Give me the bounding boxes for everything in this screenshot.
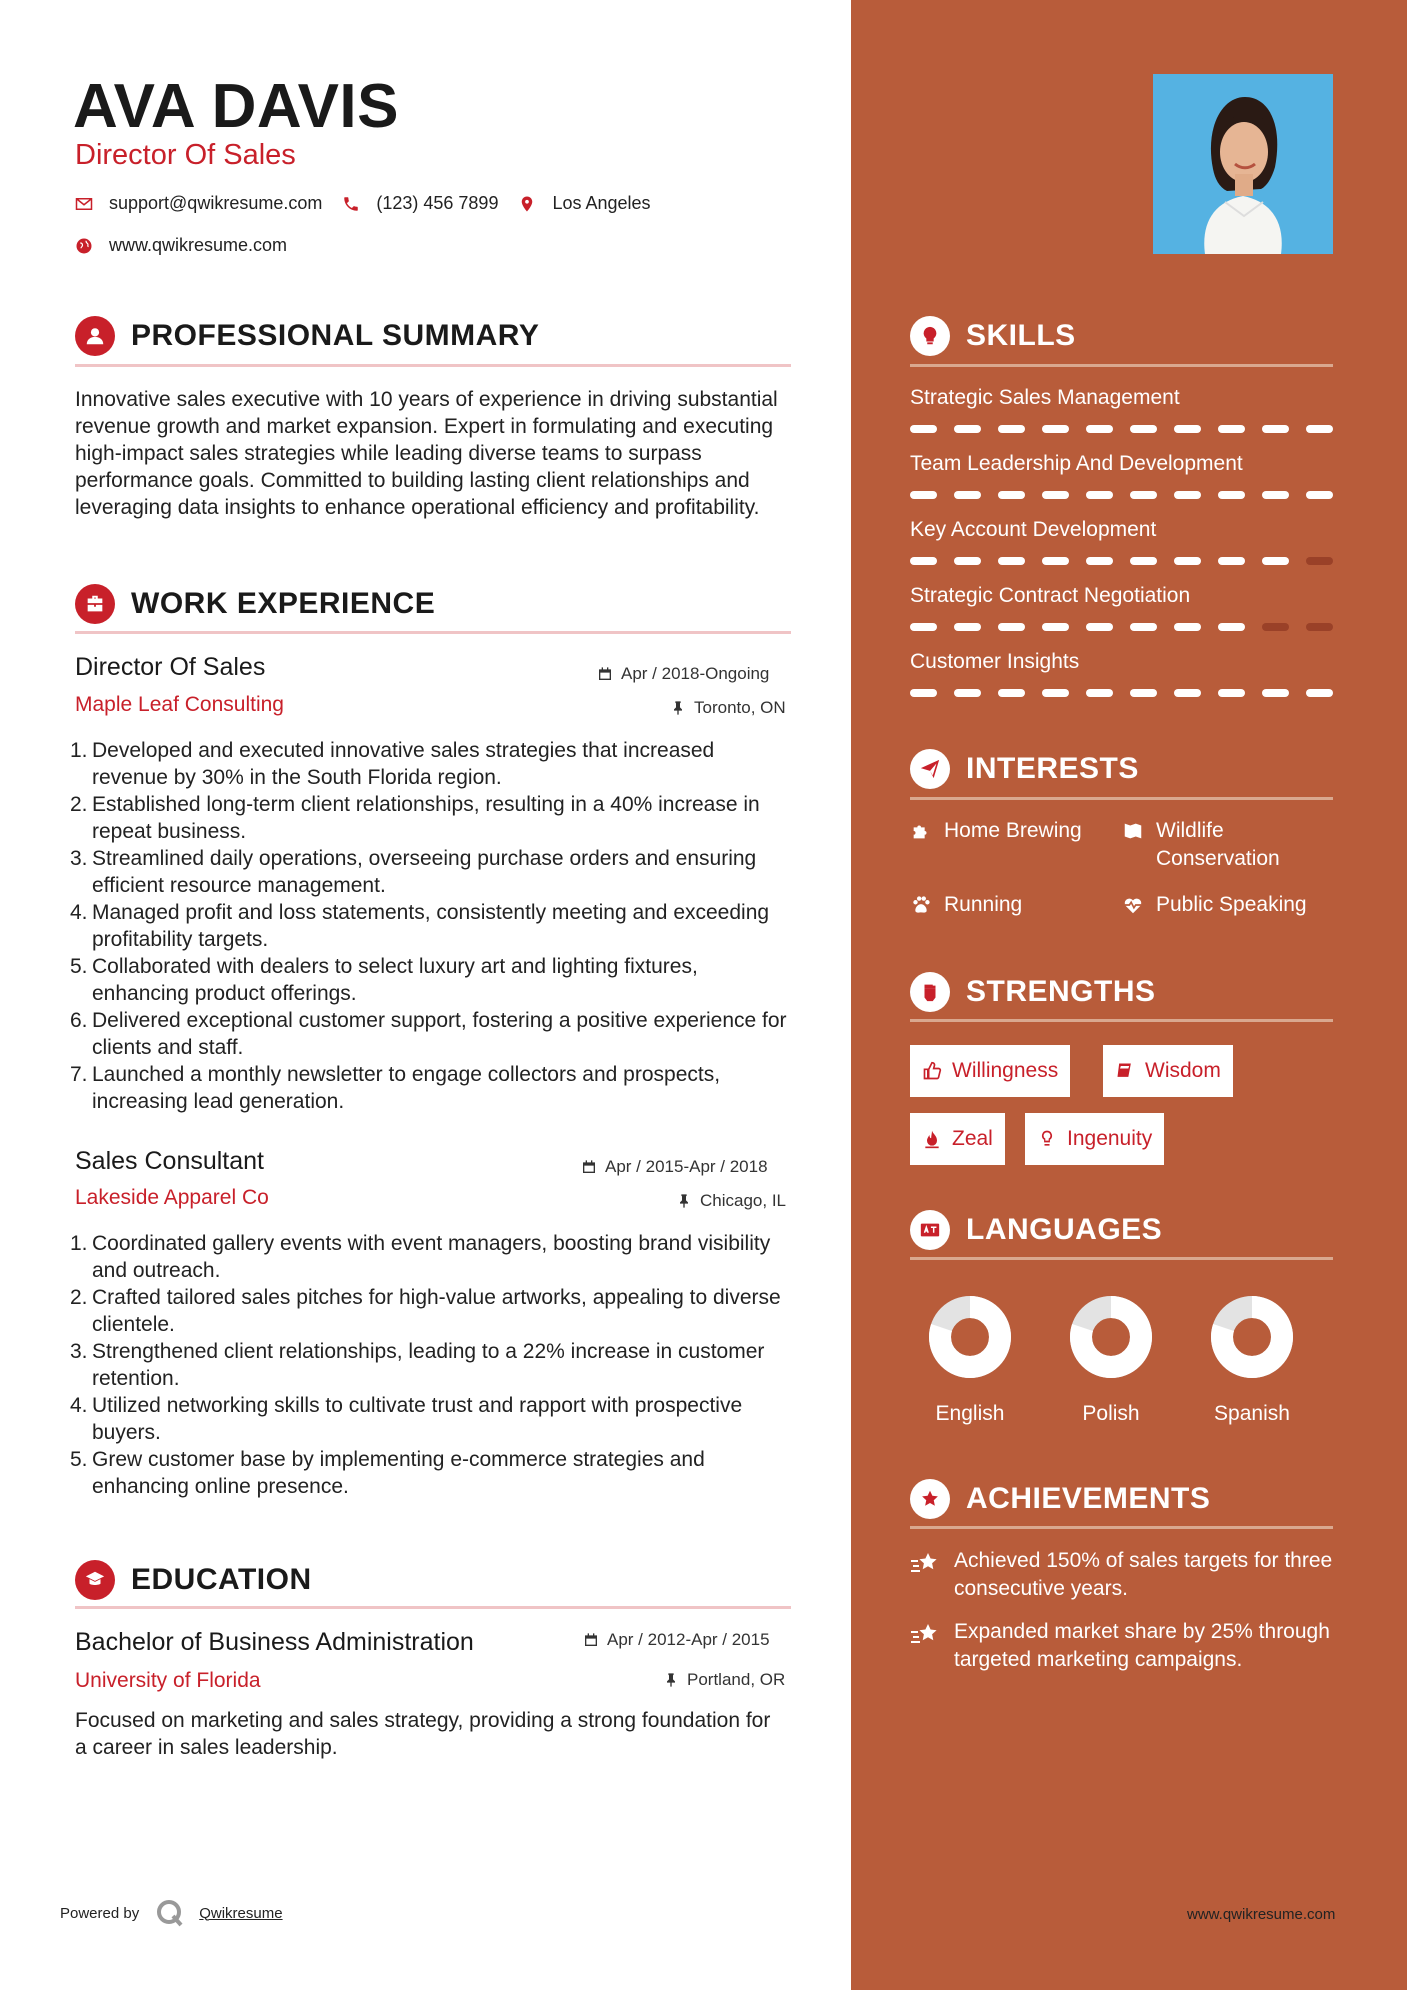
skill-dot — [1218, 623, 1245, 631]
language-donut — [1068, 1294, 1154, 1380]
skill-dot — [910, 425, 937, 433]
interest-item: Wildlife Conservation — [1122, 817, 1332, 873]
paw-icon — [910, 894, 932, 916]
language-name: Spanish — [1214, 1402, 1290, 1425]
list-item: 2. Crafted tailored sales pitches for high-value artworks, appealing to diverse clientele. — [70, 1286, 781, 1336]
skill-dot — [954, 623, 981, 631]
achievement-item: Achieved 150% of sales targets for three consecutive years. — [910, 1547, 1340, 1603]
language-donut — [927, 1294, 1013, 1380]
skill-dot — [910, 623, 937, 631]
footer-url[interactable]: www.qwikresume.com — [1187, 1906, 1336, 1923]
skill-dot — [998, 425, 1025, 433]
skill-dot — [1262, 557, 1289, 565]
skill-dot — [1130, 425, 1157, 433]
list-item: 4. Utilized networking skills to cultivate trust and rapport with prospective buyers. — [70, 1394, 743, 1444]
skill-dot — [1306, 623, 1333, 631]
education-text: Focused on marketing and sales strategy, providing a strong foundation for a career in sales leadership. — [75, 1709, 771, 1759]
contact-website[interactable]: www.qwikresume.com — [75, 235, 287, 256]
skill-dot — [998, 557, 1025, 565]
calendar-icon — [583, 1632, 599, 1648]
achievements-rule — [910, 1526, 1333, 1529]
interest-item: Running — [910, 891, 1022, 919]
skill-dot — [1042, 557, 1069, 565]
list-item: 4. Managed profit and loss statements, consistently meeting and exceeding profitability targets. — [70, 901, 770, 951]
calendar-icon — [597, 666, 613, 682]
powered-by: Powered by Qwikresume — [60, 1898, 283, 1928]
qwikresume-link[interactable]: Qwikresume — [199, 1904, 283, 1922]
pushpin-icon — [670, 700, 686, 716]
skill-dot — [1262, 491, 1289, 499]
job-bullets — [70, 737, 795, 1115]
calendar-icon — [581, 1159, 597, 1175]
star-medal-icon — [919, 1488, 941, 1510]
pushpin-icon — [663, 1672, 679, 1688]
interests-rule — [910, 797, 1333, 800]
job-dates: Apr / 2015-Apr / 2018 — [581, 1157, 1347, 1177]
school-name: University of Florida — [75, 1669, 261, 1692]
skill-dot — [1174, 491, 1201, 499]
strengths-heading: STRENGTHS — [910, 972, 1333, 1012]
skill-dot — [1086, 557, 1113, 565]
strength-chip: Willingness — [910, 1045, 1070, 1097]
experience-heading: WORK EXPERIENCE — [75, 584, 791, 624]
qwikresume-logo-icon — [155, 1898, 185, 1928]
shooting-star-icon — [910, 1551, 940, 1577]
contact-email[interactable]: support@qwikresume.com — [75, 193, 322, 214]
paper-plane-icon — [919, 758, 941, 780]
skill-dot — [998, 623, 1025, 631]
skill-dot — [1130, 689, 1157, 697]
strength-chip: Wisdom — [1103, 1045, 1233, 1097]
skill-dot — [1042, 623, 1069, 631]
job-dates: Apr / 2018-Ongoing — [597, 664, 1347, 684]
skill-name: Team Leadership And Development — [910, 452, 1243, 475]
fist-icon — [919, 981, 941, 1003]
skills-heading: SKILLS — [910, 316, 1333, 356]
skill-dots — [910, 623, 1333, 631]
education-rule — [75, 1606, 791, 1609]
achievement-item: Expanded market share by 25% through targeted marketing campaigns. — [910, 1618, 1340, 1674]
languages-heading: LANGUAGES — [910, 1210, 1333, 1250]
language-item — [1192, 1294, 1312, 1426]
education-heading: EDUCATION — [75, 1560, 791, 1600]
list-item: 5. Collaborated with dealers to select luxury art and lighting fixtures, enhancing product offerings. — [70, 955, 698, 1005]
portrait-image — [1153, 74, 1333, 254]
map-marker-icon — [518, 195, 536, 213]
job-location: Toronto, ON — [670, 698, 1347, 718]
lightbulb-icon — [1037, 1129, 1057, 1149]
skill-name: Strategic Sales Management — [910, 386, 1180, 409]
job-location: Chicago, IL — [676, 1191, 1347, 1211]
briefcase-icon — [84, 593, 106, 615]
list-item: 1. Coordinated gallery events with event managers, boosting brand visibility and outreach. — [70, 1232, 771, 1282]
job-title: Sales Consultant — [75, 1147, 265, 1175]
skill-name: Strategic Contract Negotiation — [910, 584, 1191, 607]
job-title: Director Of Sales — [75, 653, 266, 681]
globe-icon — [75, 237, 93, 255]
skill-dot — [954, 557, 981, 565]
fire-icon — [922, 1129, 942, 1149]
skill-dot — [1174, 557, 1201, 565]
language-item — [910, 1294, 1030, 1426]
list-item: 5. Grew customer base by implementing e-commerce strategies and enhancing online presence. — [70, 1448, 705, 1498]
skill-dot — [1262, 689, 1289, 697]
list-item: 3. Strengthened client relationships, leading to a 22% increase in customer retention. — [70, 1340, 765, 1390]
skill-dot — [1086, 689, 1113, 697]
phone-icon — [342, 195, 360, 213]
skill-dots — [910, 425, 1333, 433]
list-item: 2. Established long-term client relationships, resulting in a 40% increase in repeat business. — [70, 793, 760, 843]
skill-name: Customer Insights — [910, 650, 1080, 673]
job-company: Maple Leaf Consulting — [75, 693, 284, 716]
skill-dot — [1218, 491, 1245, 499]
skill-dot — [998, 491, 1025, 499]
skills-rule — [910, 364, 1333, 367]
summary-rule — [75, 364, 791, 367]
pushpin-icon — [676, 1193, 692, 1209]
skill-dot — [1086, 623, 1113, 631]
skill-dot — [1306, 557, 1333, 565]
skill-dot — [910, 557, 937, 565]
skill-dot — [910, 491, 937, 499]
interests-heading: INTERESTS — [910, 749, 1333, 789]
achievements-heading: ACHIEVEMENTS — [910, 1479, 1333, 1519]
strength-chip: Ingenuity — [1025, 1113, 1164, 1165]
contact-phone[interactable]: (123) 456 7899 — [342, 193, 498, 214]
skill-dot — [1174, 623, 1201, 631]
summary-text: Innovative sales executive with 10 years of experience in driving substantial revenue growth and market expansion. Expert in formulating and executing high-impact sales strategies while leading diverse teams to surpass performance goals. Committed to building lasting client relationships and leveraging data insights to enhance operational efficiency and profitability. — [75, 388, 778, 519]
list-item: 7. Launched a monthly newsletter to engage collectors and prospects, increasing lead generation. — [70, 1063, 721, 1113]
skill-dot — [1306, 491, 1333, 499]
skill-dot — [954, 425, 981, 433]
skill-dot — [1306, 425, 1333, 433]
job-bullets — [70, 1230, 795, 1500]
languages-rule — [910, 1257, 1333, 1260]
language-name: English — [935, 1402, 1005, 1425]
skill-dot — [910, 689, 937, 697]
skill-dots — [910, 557, 1333, 565]
language-item — [1051, 1294, 1171, 1426]
skill-dot — [1086, 425, 1113, 433]
language-icon — [919, 1219, 941, 1241]
map-icon — [1122, 820, 1144, 842]
contact-location: Los Angeles — [518, 193, 650, 214]
skill-dot — [1174, 689, 1201, 697]
skill-dot — [954, 491, 981, 499]
profile-photo — [1153, 74, 1333, 254]
skill-dots — [910, 491, 1333, 499]
lightbulb-icon — [919, 325, 941, 347]
degree-title: Bachelor of Business Administration — [75, 1628, 474, 1656]
skill-dot — [1130, 557, 1157, 565]
education-location: Portland, OR — [663, 1670, 1347, 1690]
shooting-star-icon — [910, 1622, 940, 1648]
skill-dot — [1086, 491, 1113, 499]
skill-dot — [1218, 689, 1245, 697]
interest-item: Public Speaking — [1122, 891, 1307, 919]
envelope-icon — [75, 195, 93, 213]
skill-dot — [1130, 623, 1157, 631]
summary-heading: PROFESSIONAL SUMMARY — [75, 316, 791, 356]
language-donut — [1209, 1294, 1295, 1380]
puzzle-icon — [910, 820, 932, 842]
user-icon — [84, 325, 106, 347]
strengths-rule — [910, 1019, 1333, 1022]
skill-dot — [1042, 425, 1069, 433]
skill-dot — [1218, 425, 1245, 433]
list-item: 6. Delivered exceptional customer support, fostering a positive experience for clients and staff. — [70, 1009, 787, 1059]
skill-dot — [1174, 425, 1201, 433]
candidate-title: Director Of Sales — [75, 139, 296, 171]
heartbeat-icon — [1122, 894, 1144, 916]
skill-name: Key Account Development — [910, 518, 1157, 541]
graduate-icon — [84, 1569, 106, 1591]
language-name: Polish — [1082, 1402, 1140, 1425]
strength-chip: Zeal — [910, 1113, 1005, 1165]
skill-dot — [1306, 689, 1333, 697]
skill-dot — [998, 689, 1025, 697]
candidate-name: AVA DAVIS — [73, 72, 400, 141]
skill-dot — [1262, 623, 1289, 631]
experience-rule — [75, 631, 791, 634]
skill-dot — [1042, 491, 1069, 499]
skill-dot — [1042, 689, 1069, 697]
education-dates: Apr / 2012-Apr / 2015 — [583, 1630, 1347, 1650]
interest-item: Home Brewing — [910, 817, 1082, 845]
thumbs-up-icon — [922, 1061, 942, 1081]
skill-dot — [954, 689, 981, 697]
skill-dots — [910, 689, 1333, 697]
list-item: 1. Developed and executed innovative sales strategies that increased revenue by 30% in the South Florida region. — [70, 739, 715, 789]
skill-dot — [1130, 491, 1157, 499]
contact-row — [75, 193, 671, 214]
skill-dot — [1262, 425, 1289, 433]
skill-dot — [1218, 557, 1245, 565]
book-icon — [1115, 1061, 1135, 1081]
job-company: Lakeside Apparel Co — [75, 1186, 269, 1209]
list-item: 3. Streamlined daily operations, overseeing purchase orders and ensuring efficient resource management. — [70, 847, 757, 897]
